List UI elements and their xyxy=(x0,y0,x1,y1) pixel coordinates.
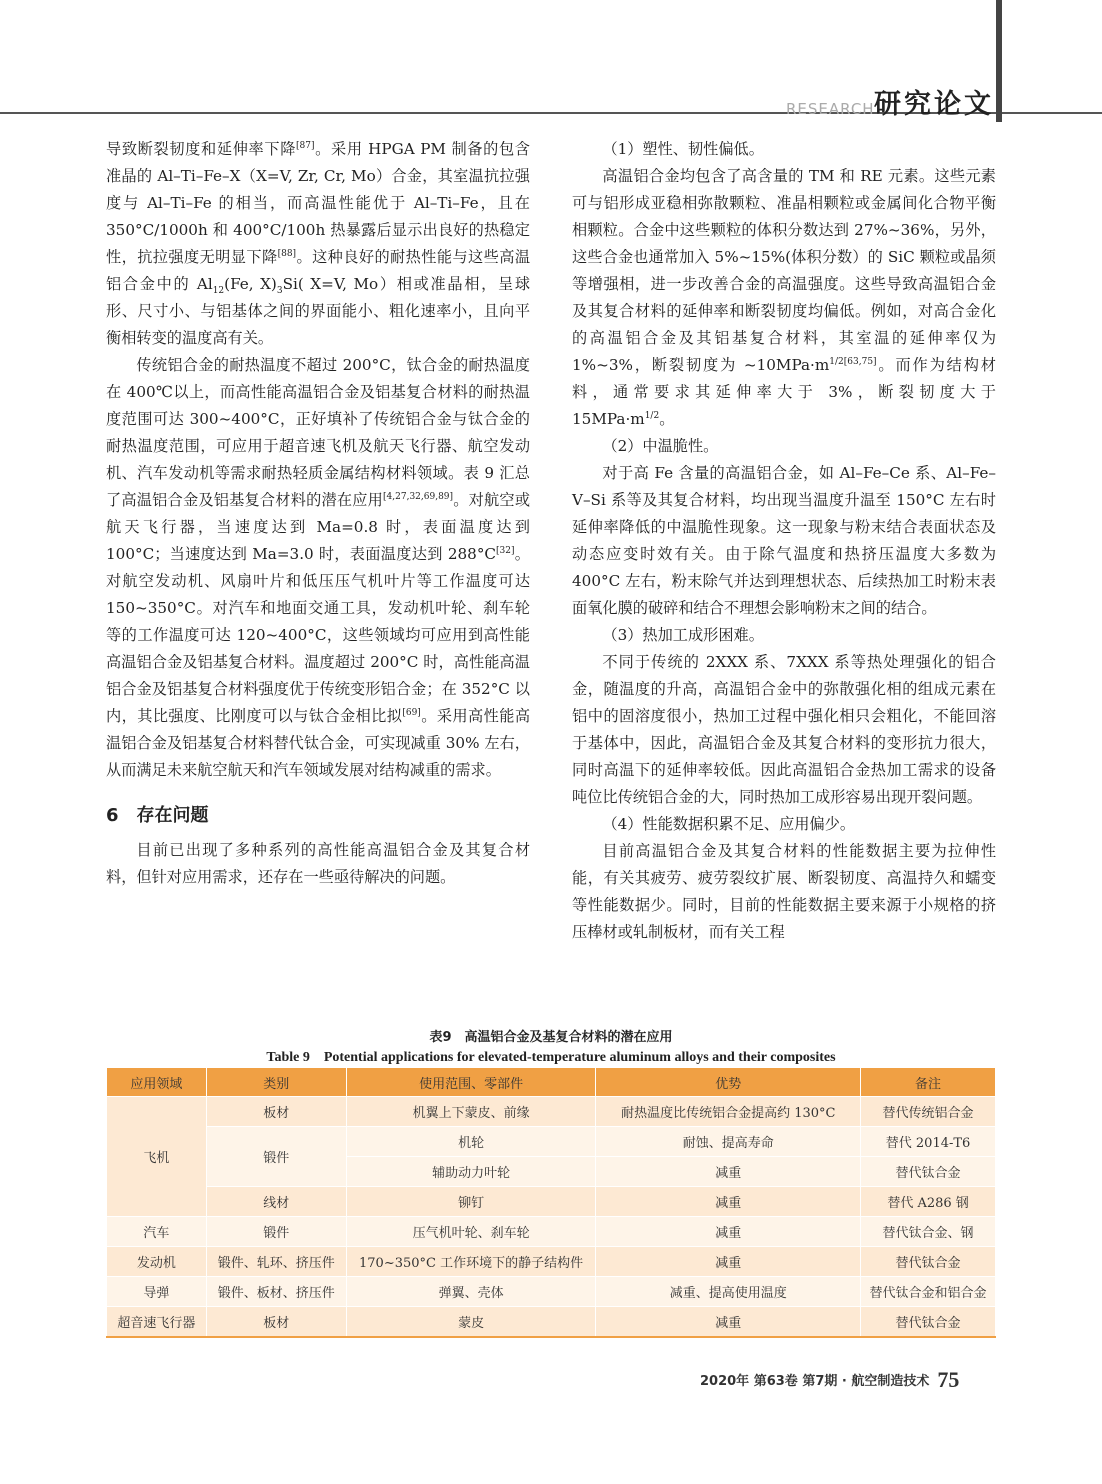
table-cell: 替代传统铝合金 xyxy=(861,1097,996,1127)
journal-info: 2020年 第63卷 第7期 · 航空制造技术 xyxy=(700,1374,930,1389)
issue-item: （4）性能数据积累不足、应用偏少。 xyxy=(602,815,856,833)
header-section-en: RESEARCH xyxy=(786,100,875,118)
table-row xyxy=(107,1247,996,1277)
table-cell: 替代钛合金 xyxy=(861,1307,996,1338)
table-cell: 减重 xyxy=(596,1157,861,1187)
table-header: 类别 xyxy=(206,1068,346,1097)
table-cell: 减重 xyxy=(596,1217,861,1247)
paragraph: 目前已出现了多种系列的高性能高温铝合金及其复合材料，但针对应用需求，还存在一些亟待解决的问题。 xyxy=(106,841,530,886)
table-header-row xyxy=(107,1068,996,1097)
table-cell: 替代 A286 钢 xyxy=(861,1187,996,1217)
paragraph: 高温铝合金均包含了高含量的 TM 和 RE 元素。这些元素可与铝形成亚稳相弥散颗粒、准晶相颗粒或金属间化合物平衡相颗粒。合金中这些颗粒的体积分数达到 27%~36%，另外，这些合金也通常加入 5%~15%(体积分数）的 SiC 颗粒或晶须等增强相，进一步改善合金的高温强度。这些导致高温铝合金及其复合材料的延伸率和断裂韧度均偏低。例如，对高合金化的高温铝合金及其铝基复合材料，其室温的延伸率仅为 1%~3%，断裂韧度为 $\sim 10MPa\cdot m^{1/2[63,75]}$。而作为结构材料，通常要求其延伸率大于 3%，断裂韧度大于 $15MPa\cdot m^{1/2}$。 xyxy=(572,167,996,428)
paragraph: 不同于传统的 2XXX 系、7XXX 系等热处理强化的铝合金，随温度的升高，高温铝合金中的弥散强化相的组成元素在铝中的固溶度很小，热加工过程中强化相只会粗化，不能回溶于基体中，因此，高温铝合金及其复合材料的变形抗力很大，同时高温下的延伸率较低。因此高温铝合金热加工需求的设备吨位比传统铝合金的大，同时热加工成形容易出现开裂问题。 xyxy=(572,653,996,806)
table-cell: 减重 xyxy=(596,1247,861,1277)
paragraph: 目前高温铝合金及其复合材料的性能数据主要为拉伸性能，有关其疲劳、疲劳裂纹扩展、断裂韧度、高温持久和蠕变等性能数据少。同时，目前的性能数据主要来源于小规格的挤压棒材或轧制板材，而有关工程 xyxy=(572,842,996,941)
table-row xyxy=(107,1277,996,1307)
table-row xyxy=(107,1127,996,1157)
table-header: 使用范围、零部件 xyxy=(346,1068,596,1097)
table-cell: 替代钛合金 xyxy=(861,1247,996,1277)
table-header: 备注 xyxy=(861,1068,996,1097)
table-cell: 蒙皮 xyxy=(346,1307,596,1338)
table-cell: 辅助动力叶轮 xyxy=(346,1157,596,1187)
table-cell: 压气机叶轮、刹车轮 xyxy=(346,1217,596,1247)
table-cell: 耐蚀、提高寿命 xyxy=(596,1127,861,1157)
table-cell: 铆钉 xyxy=(346,1187,596,1217)
issue-item: （1）塑性、韧性偏低。 xyxy=(602,140,764,158)
paragraph: 导致断裂韧度和延伸率下降[87]。采用 HPGA PM 制备的包含准晶的 Al–Ti–Fe–X（X=V, Zr, Cr, Mo）合金，其室温抗拉强度与 Al–Ti–Fe 的相当，而高温性能优于 Al–Ti–Fe，且在 350°C/1000h 和 400°C/100h 热暴露后显示出良好的热稳定性，抗拉强度无明显下降[88]。这种良好的耐热性能与这些高温铝合金中的 $Al_{12}(Fe$, $X)_3Si$( X=V, Mo）相或准晶相，呈球形、尺寸小、与铝基体之间的界面能小、粗化速率小，且向平衡相转变的温度高有关。 xyxy=(106,140,531,347)
table-cell: 汽车 xyxy=(107,1217,207,1247)
table-cell: 机翼上下蒙皮、前缘 xyxy=(346,1097,596,1127)
table-title-en: Table 9 Potential applications for elevated-temperature aluminum alloys and their composites xyxy=(266,1050,836,1065)
table-cell: 替代钛合金 xyxy=(861,1157,996,1187)
table-header: 应用领域 xyxy=(107,1068,207,1097)
section-heading: 6 存在问题 xyxy=(106,805,209,826)
issue-item: （2）中温脆性。 xyxy=(602,437,719,455)
table-cell: 线材 xyxy=(206,1187,346,1217)
paragraph: 传统铝合金的耐热温度不超过 200°C，钛合金的耐热温度在 400℃以上，而高性能高温铝合金及铝基复合材料的耐热温度范围可达 300~400°C，正好填补了传统铝合金与钛合金的耐热温度范围，可应用于超音速飞机及航天飞行器、航空发动机、汽车发动机等需求耐热轻质金属结构材料领域。表 9 汇总了高温铝合金及铝基复合材料的潜在应用[4,27,32,69,89]。对航空或航天飞行器，当速度达到 Ma=0.8 时，表面温度达到 100°C；当速度达到 Ma=3.0 时，表面温度达到 288°C[32]。对航空发动机、风扇叶片和低压压气机叶片等工作温度可达 150~350°C。对汽车和地面交通工具，发动机叶轮、刹车轮等的工作温度可达 120~400°C，这些领域均可应用到高性能高温铝合金及铝基复合材料。温度超过 200°C 时，高性能高温铝合金及铝基复合材料强度优于传统变形铝合金；在 352°C 以内，其比强度、比刚度可以与钛合金相比拟[69]。采用高性能高温铝合金及铝基复合材料替代钛合金，可实现减重 30% 左右，从而满足未来航空航天和汽车领域发展对结构减重的需求。 xyxy=(106,356,531,779)
paragraph: 对于高 Fe 含量的高温铝合金，如 Al–Fe–Ce 系、Al–Fe–V–Si 系等及其复合材料，均出现当温度升温至 150°C 左右时延伸率降低的中温脆性现象。这一现象与粉末结合表面状态及动态应变时效有关。由于除气温度和热挤压温度大多数为 400°C 左右，粉末除气并达到理想状态、后续热加工时粉末表面氧化膜的破碎和结合不理想会影响粉末之间的结合。 xyxy=(572,464,996,617)
table-cell: 导弹 xyxy=(107,1277,207,1307)
page-footer xyxy=(700,1367,959,1393)
table-cell: 替代钛合金和铝合金 xyxy=(861,1277,996,1307)
table-header: 优势 xyxy=(596,1068,861,1097)
header-side-bar xyxy=(996,0,1002,122)
page-number: 75 xyxy=(937,1367,960,1392)
table-cell: 锻件、板材、挤压件 xyxy=(206,1277,346,1307)
table-cell: 板材 xyxy=(206,1307,346,1338)
header-section-zh: 研究论文 xyxy=(874,89,994,120)
table-title-zh: 表9 高温铝合金及基复合材料的潜在应用 xyxy=(429,1030,673,1045)
table-cell: 锻件 xyxy=(206,1217,346,1247)
table-row xyxy=(107,1097,996,1127)
issue-item: （3）热加工成形困难。 xyxy=(602,626,764,644)
table-cell: 弹翼、壳体 xyxy=(346,1277,596,1307)
left-column xyxy=(106,136,530,891)
table-cell: 发动机 xyxy=(107,1247,207,1277)
table-row xyxy=(107,1217,996,1247)
table-cell: 板材 xyxy=(206,1097,346,1127)
table-cell: 锻件 xyxy=(206,1127,346,1187)
table-cell: 机轮 xyxy=(346,1127,596,1157)
right-column xyxy=(572,136,996,946)
table-cell: 减重、提高使用温度 xyxy=(596,1277,861,1307)
table-cell: 替代钛合金、钢 xyxy=(861,1217,996,1247)
table-cell: 锻件、轧环、挤压件 xyxy=(206,1247,346,1277)
table-cell: 替代 2014-T6 xyxy=(861,1127,996,1157)
table-row xyxy=(107,1307,996,1338)
table-cell: 飞机 xyxy=(107,1097,207,1217)
applications-table xyxy=(106,1068,996,1338)
table-row xyxy=(107,1187,996,1217)
table-cell: 超音速飞行器 xyxy=(107,1307,207,1338)
table-cell: 170~350°C 工作环境下的静子结构件 xyxy=(346,1247,596,1277)
table-cell: 耐热温度比传统铝合金提高约 130°C xyxy=(596,1097,861,1127)
table-cell: 减重 xyxy=(596,1307,861,1338)
table-cell: 减重 xyxy=(596,1187,861,1217)
